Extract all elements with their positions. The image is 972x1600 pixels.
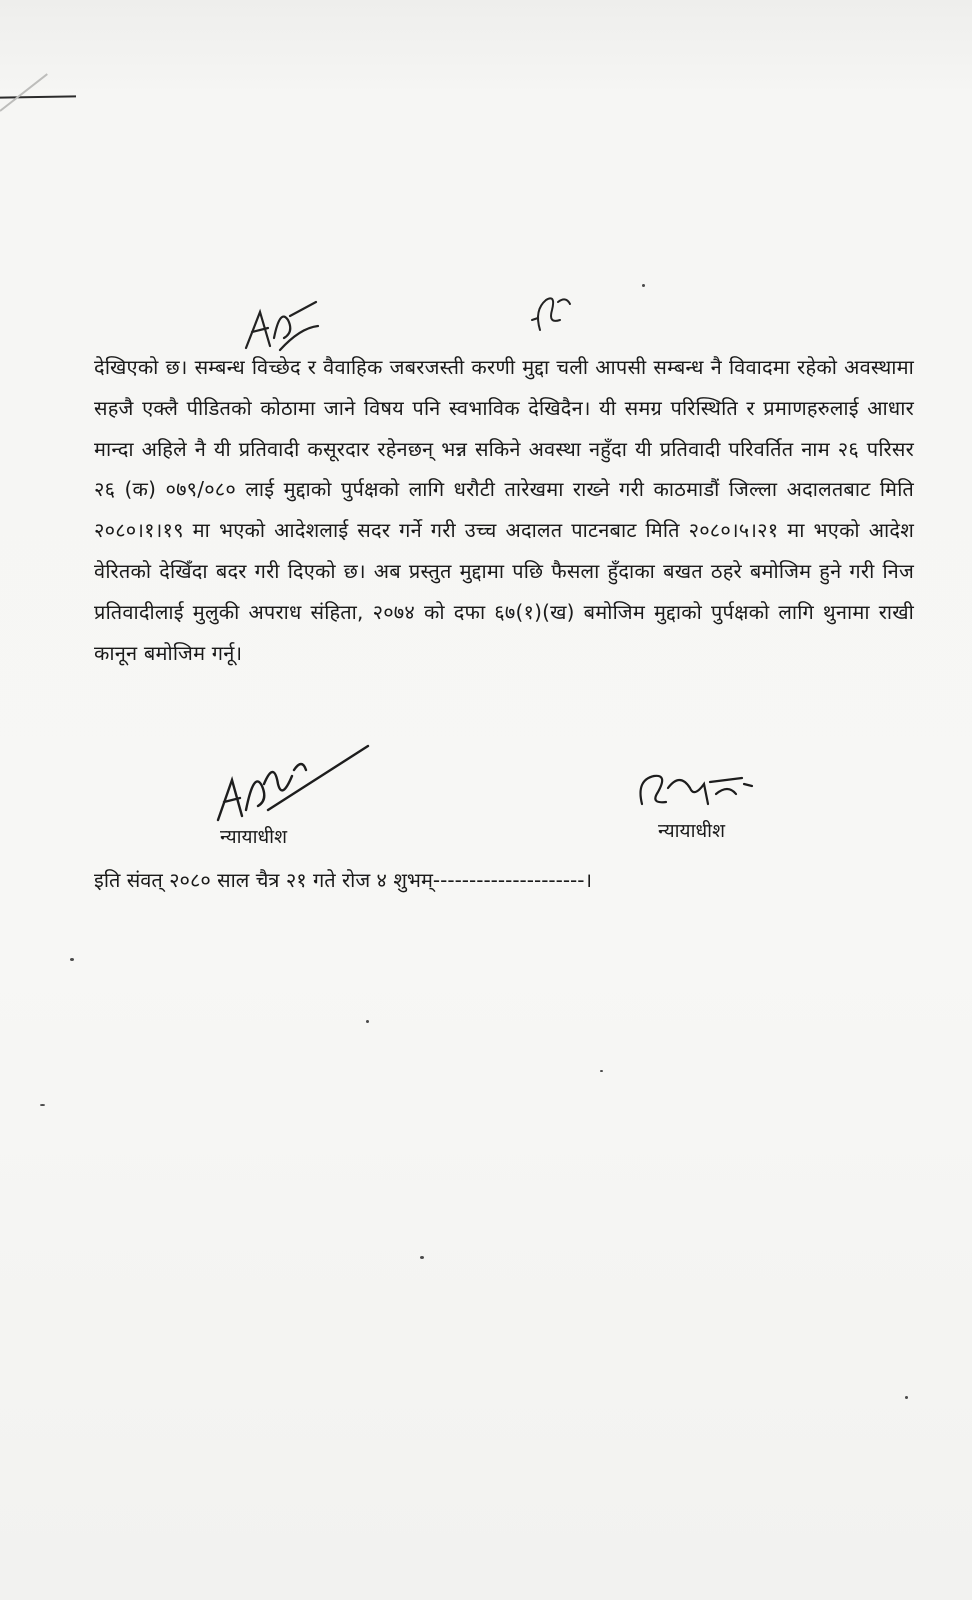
scan-speck bbox=[366, 1020, 369, 1023]
left-judge-label: न्यायाधीश bbox=[220, 826, 288, 848]
scan-speck bbox=[420, 1256, 424, 1259]
scan-speck bbox=[600, 1070, 603, 1072]
left-judge-signature bbox=[208, 740, 378, 830]
scan-speck bbox=[905, 1396, 908, 1399]
scan-speck bbox=[642, 284, 645, 287]
body-paragraph: देखिएको छ। सम्बन्ध विच्छेद र वैवाहिक जबरजस्ती करणी मुद्दा चली आपसी सम्बन्ध नै विवादमा रहेको अवस्थामा सहजै एक्लै पीडितको कोठामा जाने विषय पनि स्वभाविक देखिदैन। यी समग्र परिस्थिति र प्रमाणहरुलाई आधार मान्दा अहिले नै यी प्रतिवादी कसूरदार रहेनछन् भन्न सकिने अवस्था नहुँदा यी प्रतिवादी परिवर्तित नाम २६ परिसर २६ (क) ०७९/०८० लाई मुद्दाको पुर्पक्षको लागि धरौटी तारेखमा राख्ने गरी काठमाडौं जिल्ला अदालतबाट मिति २०८०।१।१९ मा भएको आदेशलाई सदर गर्ने गरी उच्च अदालत पाटनबाट मिति २०८०।५।२१ मा भएको आदेश वेरितको देखिँदा बदर गरी दिएको छ। अब प्रस्तुत मुद्दामा पछि फैसला हुँदाका बखत ठहरे बमोजिम हुने गरी निज प्रतिवादीलाई मुलुकी अपराध संहिता, २०७४ को दफा ६७(१)(ख) बमोजिम मुद्दाको पुर्पक्षको लागि थुनामा राखी कानून बमोजिम गर्नू। bbox=[94, 355, 914, 665]
scan-speck bbox=[70, 958, 74, 961]
margin-rule bbox=[0, 95, 76, 98]
right-judge-signature bbox=[632, 764, 772, 824]
initials-signature-2 bbox=[520, 290, 580, 340]
right-judge-label: न्यायाधीश bbox=[658, 820, 726, 842]
order-body bbox=[94, 347, 914, 673]
scan-speck bbox=[40, 1104, 45, 1106]
page-fold-line bbox=[0, 73, 48, 112]
closing-line: इति संवत् २०८० साल चैत्र २१ गते रोज ४ शुभम्---------------------। bbox=[94, 868, 593, 892]
